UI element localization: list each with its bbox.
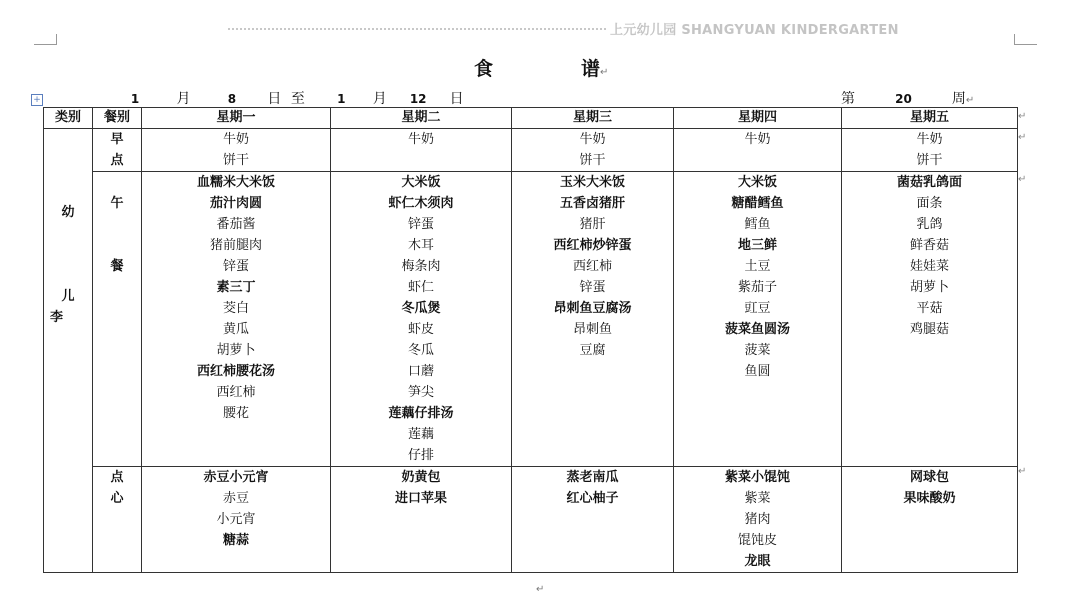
lunch-tuesday[interactable] [331,172,512,467]
menu-item: 茄汁肉圆 [209,196,262,211]
category-cell [44,129,93,573]
day-label: 日 [267,91,282,107]
menu-item: 牛奶 [744,132,771,147]
lunch-row [44,172,1018,467]
header-meal: 餐别 [93,108,142,129]
menu-item: 口蘑 [407,364,434,379]
menu-item: 网球包 [909,470,949,485]
end-month-value[interactable]: 1 [314,92,368,108]
paragraph-mark-icon: ↵ [965,95,975,106]
meal-breakfast [93,129,142,172]
menu-item: 牛奶 [916,132,943,147]
menu-item: 大米饭 [737,175,777,190]
menu-item: 饼干 [222,153,249,168]
menu-item: 鳕鱼 [744,217,771,232]
menu-item: 西红柿 [216,385,256,400]
row-end-mark-icon: ↵ [1018,174,1027,185]
header-thursday: 星期四 [674,108,842,129]
header-monday: 星期一 [142,108,331,129]
menu-item: 冬瓜 [407,343,434,358]
to-label: 至 [290,91,305,107]
menu-item: 赤豆 [222,491,249,506]
lunch-thursday[interactable] [674,172,842,467]
menu-table [43,107,1018,573]
menu-item: 番茄酱 [216,217,256,232]
menu-item: 虾仁木须肉 [388,196,454,211]
breakfast-wednesday[interactable] [512,129,674,172]
menu-item: 牛奶 [407,132,434,147]
menu-item: 黄瓜 [222,322,249,337]
menu-item: 红心柚子 [566,491,619,506]
end-month-label: 月 [372,91,387,107]
meal-snack-label-2: 心 [110,491,124,506]
menu-item: 乳鸽 [916,217,943,232]
snack-monday[interactable] [142,467,331,573]
menu-item: 玉米大米饭 [559,175,625,190]
menu-item: 菠菜鱼圆汤 [724,322,790,337]
menu-item: 腰花 [222,406,249,421]
menu-item: 锌蛋 [222,259,249,274]
category-line-3: 李 [50,310,64,325]
row-end-mark-icon: ↵ [1018,466,1027,477]
menu-item: 紫菜小馄饨 [724,470,790,485]
header-tuesday: 星期二 [331,108,512,129]
week-prefix: 第 [841,91,855,107]
margin-corner-right [1014,34,1037,45]
margin-corner-left [34,34,57,45]
menu-item: 果味酸奶 [903,491,956,506]
header-dotted-rule [228,28,606,30]
menu-item: 紫茄子 [737,280,777,295]
menu-item: 娃娃菜 [909,259,949,274]
menu-item: 馄饨皮 [737,533,777,548]
row-end-mark-icon: ↵ [1018,132,1027,143]
menu-item: 虾仁 [407,280,434,295]
menu-item: 糖醋鳕鱼 [731,196,784,211]
meal-breakfast-label-1: 早 [110,132,124,147]
menu-item: 奶黄包 [401,470,441,485]
menu-item: 大米饭 [401,175,441,190]
breakfast-tuesday[interactable] [331,129,512,172]
lunch-monday[interactable] [142,172,331,467]
meal-snack-label-1: 点 [110,470,124,485]
snack-thursday[interactable] [674,467,842,573]
end-day-label: 日 [449,91,464,107]
week-number [841,88,974,108]
breakfast-row [44,129,1018,172]
start-month-value[interactable]: 1 [108,92,162,108]
menu-item: 血糯米大米饭 [196,175,275,190]
week-suffix: 周 [951,91,966,107]
meal-lunch-label-1: 午 [110,196,124,211]
header-friday: 星期五 [842,108,1018,129]
menu-item: 鲜香菇 [909,238,949,253]
row-end-mark-icon: ↵ [1018,111,1027,122]
breakfast-monday[interactable] [142,129,331,172]
menu-item: 平菇 [916,301,943,316]
snack-wednesday[interactable] [512,467,674,573]
menu-item: 赤豆小元宵 [203,470,269,485]
menu-item: 鸡腿菇 [909,322,949,337]
menu-item: 饼干 [579,153,606,168]
date-range [108,88,464,108]
menu-item: 猪肝 [579,217,606,232]
menu-item: 西红柿腰花汤 [196,364,275,379]
snack-row [44,467,1018,573]
menu-item: 冬瓜煲 [401,301,441,316]
menu-item: 昂刺鱼豆腐汤 [553,301,632,316]
menu-item: 紫菜 [744,491,771,506]
menu-item: 昂刺鱼 [572,322,612,337]
week-value[interactable]: 20 [873,92,933,108]
menu-item: 五香卤猪肝 [559,196,625,211]
table-header-row [44,108,1018,129]
menu-item: 牛奶 [579,132,606,147]
menu-item: 豆腐 [579,343,606,358]
meal-lunch-label-2: 餐 [110,259,124,274]
header-wednesday: 星期三 [512,108,674,129]
meal-lunch [93,172,142,467]
menu-item: 茭白 [222,301,249,316]
table-move-handle-icon[interactable]: + [31,94,43,106]
menu-item: 菌菇乳鸽面 [896,175,962,190]
lunch-friday[interactable] [842,172,1018,467]
menu-item: 地三鲜 [737,238,777,253]
menu-item: 牛奶 [222,132,249,147]
menu-item: 仔排 [407,448,434,463]
month-label: 月 [176,91,191,107]
menu-item: 糖蒜 [222,533,249,548]
category-line-1: 幼 [61,205,75,220]
menu-item: 鱼圆 [744,364,771,379]
page-title-char1: 食 [474,58,494,80]
menu-item: 素三丁 [216,280,256,295]
menu-item: 莲藕仔排汤 [388,406,454,421]
menu-item: 胡萝卜 [909,280,949,295]
paragraph-mark-icon: ↵ [536,584,545,595]
lunch-wednesday[interactable] [512,172,674,467]
menu-item: 虾皮 [407,322,434,337]
menu-item: 龙眼 [744,554,771,569]
start-day-value[interactable]: 8 [201,92,263,108]
menu-item: 西红柿 [572,259,612,274]
category-line-2: 儿 [61,289,75,304]
menu-item: 饼干 [916,153,943,168]
menu-item: 木耳 [407,238,434,253]
menu-item: 猪肉 [744,512,771,527]
menu-item: 蒸老南瓜 [566,470,619,485]
breakfast-friday[interactable] [842,129,1018,172]
header-category: 类别 [44,108,93,129]
menu-item: 菠菜 [744,343,771,358]
menu-item: 锌蛋 [407,217,434,232]
page-title-char2: 谱↵ [581,58,609,80]
snack-friday[interactable] [842,467,1018,573]
menu-item: 面条 [916,196,943,211]
end-day-value[interactable]: 12 [391,92,445,108]
snack-tuesday[interactable] [331,467,512,573]
menu-item: 笋尖 [407,385,434,400]
menu-item: 西红柿炒锌蛋 [553,238,632,253]
menu-item: 进口苹果 [394,491,447,506]
menu-item: 胡萝卜 [216,343,256,358]
menu-item: 锌蛋 [579,280,606,295]
menu-item: 土豆 [744,259,771,274]
meal-breakfast-label-2: 点 [110,153,124,168]
breakfast-thursday[interactable] [674,129,842,172]
paragraph-mark-icon: ↵ [600,67,609,78]
menu-item: 豇豆 [744,301,771,316]
menu-item: 小元宵 [216,512,256,527]
menu-item: 莲藕 [407,427,434,442]
menu-item: 梅条肉 [401,259,441,274]
header-watermark: 上元幼儿园 SHANGYUAN KINDERGARTEN [610,23,899,38]
menu-item: 猪前腿肉 [209,238,262,253]
meal-snack [93,467,142,573]
